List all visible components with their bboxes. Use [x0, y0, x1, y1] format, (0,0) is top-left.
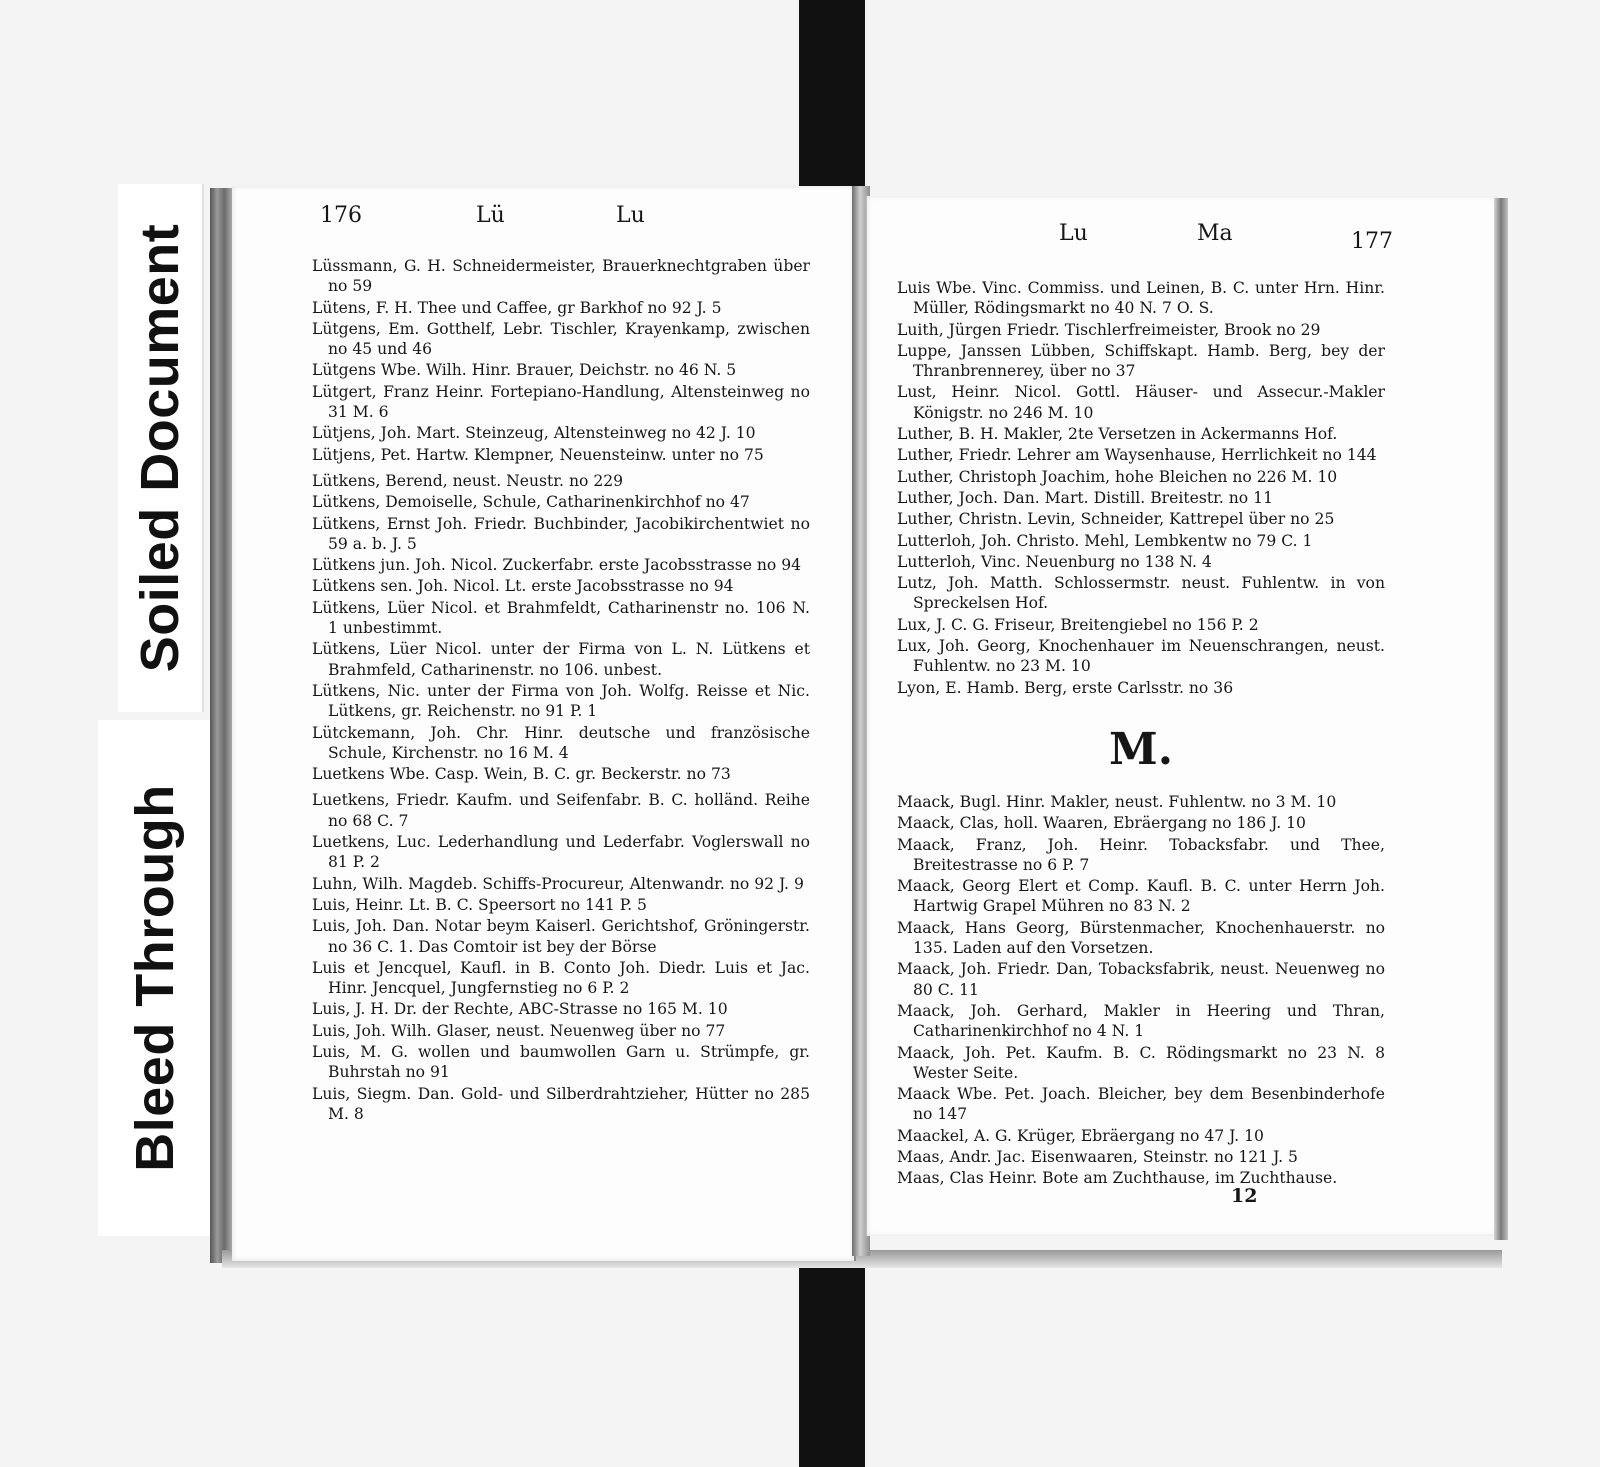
directory-entry: Maackel, A. G. Krüger, Ebräergang no 47 J. 10 — [897, 1126, 1264, 1145]
directory-entry: Lütkens sen. Joh. Nicol. Lt. erste Jacobsstrasse no 94 — [312, 577, 734, 596]
directory-entry: Maack, Bugl. Hinr. Makler, neust. Fuhlentw. no 3 M. 10 — [897, 792, 1337, 811]
directory-entry: Maack, Joh. Gerhard, Makler in Heering und Thran, Catharinenkirchhof no 4 N. 1 — [897, 1001, 1385, 1041]
right-entry-list — [897, 278, 1385, 1190]
directory-entry: Luis, M. G. wollen und baumwollen Garn u. Strümpfe, gr. Buhrstah no 91 — [312, 1042, 810, 1082]
directory-entry: Luis et Jencquel, Kaufl. in B. Conto Joh. Diedr. Luis et Jac. Hinr. Jencquel, Jungfernstieg no 6 P. 2 — [312, 958, 810, 998]
directory-entry: Maack, Hans Georg, Bürstenmacher, Knochenhauerstr. no 135. Laden auf den Vorsetzen. — [897, 918, 1385, 958]
directory-entry: Lütkens, Lüer Nicol. et Brahmfeldt, Catharinenstr no. 106 N. 1 unbestimmt. — [312, 598, 810, 638]
directory-entry: Lux, J. C. G. Friseur, Breitengiebel no 156 P. 2 — [897, 615, 1259, 634]
signature-mark: 12 — [1231, 1185, 1258, 1207]
directory-entry: Lütjens, Joh. Mart. Steinzeug, Altensteinweg no 42 J. 10 — [312, 424, 756, 443]
directory-entry: Maas, Clas Heinr. Bote am Zuchthause, im Zuchthause. — [897, 1169, 1338, 1188]
directory-entry: Luther, Christn. Levin, Schneider, Kattrepel über no 25 — [897, 510, 1335, 529]
directory-entry: Lütkens, Demoiselle, Schule, Catharinenkirchhof no 47 — [312, 493, 750, 512]
directory-entry: Luther, Friedr. Lehrer am Waysenhause, Herrlichkeit no 144 — [897, 446, 1377, 465]
directory-entry: Lutterloh, Vinc. Neuenburg no 138 N. 4 — [897, 552, 1212, 571]
directory-entry: Maack Wbe. Pet. Joach. Bleicher, bey dem Besenbinderhofe no 147 — [897, 1085, 1385, 1124]
right-page — [866, 196, 1497, 1236]
m-section — [897, 792, 1385, 1189]
directory-entry: Luetkens Wbe. Casp. Wein, B. C. gr. Beckerstr. no 73 — [312, 765, 731, 784]
directory-entry: Luetkens, Friedr. Kaufm. und Seifenfabr. B. C. holländ. Reihe no 68 C. 7 — [312, 791, 810, 830]
directory-entry: Lutz, Joh. Matth. Schlossermstr. neust. Fuhlentw. in von Spreckelsen Hof. — [897, 574, 1385, 613]
directory-entry: Maack, Clas, holl. Waaren, Ebräergang no 186 J. 10 — [897, 814, 1306, 833]
directory-entry: Lust, Heinr. Nicol. Gottl. Häuser- und Assecur.-Makler Königstr. no 246 M. 10 — [897, 383, 1385, 422]
directory-entry: Luith, Jürgen Friedr. Tischlerfreimeister, Brook no 29 — [897, 320, 1321, 339]
directory-entry: Lütens, F. H. Thee und Caffee, gr Barkhof no 92 J. 5 — [312, 298, 722, 317]
directory-entry: Lux, Joh. Georg, Knochenhauer im Neuenschrangen, neust. Fuhlentw. no 23 M. 10 — [897, 637, 1385, 676]
directory-entry: Lütgens, Em. Gotthelf, Lebr. Tischler, Krayenkamp, zwischen no 45 und 46 — [312, 319, 810, 359]
directory-entry: Lütkens, Berend, neust. Neustr. no 229 — [312, 471, 624, 490]
directory-entry: Lütkens, Nic. unter der Firma von Joh. Wolfg. Reisse et Nic. Lütkens, gr. Reichenstr. no 91 P. 1 — [312, 681, 810, 721]
directory-entry: Luther, B. H. Makler, 2te Versetzen in Ackermanns Hof. — [897, 425, 1338, 444]
directory-entry: Luis, Heinr. Lt. B. C. Speersort no 141 P. 5 — [312, 895, 647, 914]
directory-entry: Luther, Christoph Joachim, hohe Bleichen no 226 M. 10 — [897, 467, 1338, 486]
directory-entry: Luetkens, Luc. Lederhandlung und Lederfabr. Voglerswall no 81 P. 2 — [312, 833, 810, 872]
binding-strap-bottom — [799, 1262, 865, 1467]
left-entry-list — [312, 256, 810, 1125]
directory-entry: Luhn, Wilh. Magdeb. Schiffs-Procureur, Altenwandr. no 92 J. 9 — [312, 874, 804, 893]
right-header-last: Ma — [1197, 221, 1233, 246]
soiled-document-text: Soiled Document — [130, 223, 190, 673]
directory-entry: Maack, Georg Elert et Comp. Kaufl. B. C. unter Herrn Joh. Hartwig Grapel Mühren no 83 N. 2 — [897, 877, 1385, 916]
directory-entry: Lyon, E. Hamb. Berg, erste Carlsstr. no 36 — [897, 678, 1234, 697]
directory-entry: Maack, Franz, Joh. Heinr. Tobacksfabr. und Thee, Breitestrasse no 6 P. 7 — [897, 835, 1385, 874]
left-header-last: Lu — [616, 203, 645, 228]
left-page — [232, 186, 856, 1261]
lu-section — [897, 278, 1385, 698]
directory-entry: Luther, Joch. Dan. Mart. Distill. Breitestr. no 11 — [897, 488, 1273, 507]
book-left-edge — [210, 188, 234, 1263]
directory-entry: Luis, Joh. Wilh. Glaser, neust. Neuenweg über no 77 — [312, 1021, 726, 1040]
directory-entry: Lutterloh, Joh. Christo. Mehl, Lembkentw no 79 C. 1 — [897, 531, 1313, 550]
directory-entry: Luis, Joh. Dan. Notar beym Kaiserl. Gerichtshof, Gröningerstr. no 36 C. 1. Das Comtoir ist bey der Börse — [312, 917, 810, 956]
bleed-through-label — [98, 720, 214, 1236]
directory-entry: Luis, Siegm. Dan. Gold- und Silberdrahtzieher, Hütter no 285 M. 8 — [312, 1084, 810, 1123]
left-header-first: Lü — [476, 203, 505, 228]
directory-entry: Maack, Joh. Friedr. Dan, Tobacksfabrik, neust. Neuenweg no 80 C. 11 — [897, 960, 1385, 999]
directory-entry: Luis, J. H. Dr. der Rechte, ABC-Strasse no 165 M. 10 — [312, 1000, 728, 1019]
right-page-number: 177 — [1351, 229, 1393, 254]
right-header-first: Lu — [1059, 221, 1088, 246]
bleed-through-text: Bleed Through — [125, 784, 185, 1172]
book-right-edge — [1494, 198, 1508, 1240]
directory-entry: Luis Wbe. Vinc. Commiss. und Leinen, B. C. unter Hrn. Hinr. Müller, Rödingsmarkt no 40 N. 7 O. S. — [897, 279, 1385, 318]
directory-entry: Lütgert, Franz Heinr. Fortepiano-Handlung, Altensteinweg no 31 M. 6 — [312, 382, 810, 422]
directory-entry: Lüssmann, G. H. Schneidermeister, Brauerknechtgraben über no 59 — [312, 257, 810, 296]
directory-entry: Lütgens Wbe. Wilh. Hinr. Brauer, Deichstr. no 46 N. 5 — [312, 361, 737, 380]
directory-entry: Lütjens, Pet. Hartw. Klempner, Neuensteinw. unter no 75 — [312, 445, 764, 464]
directory-entry: Lütckemann, Joh. Chr. Hinr. deutsche und französische Schule, Kirchenstr. no 16 M. 4 — [312, 723, 810, 762]
directory-entry: Lütkens, Ernst Joh. Friedr. Buchbinder, Jacobikirchentwiet no 59 a. b. J. 5 — [312, 514, 810, 553]
directory-entry: Maas, Andr. Jac. Eisenwaaren, Steinstr. no 121 J. 5 — [897, 1147, 1298, 1166]
directory-entry: Lütkens jun. Joh. Nicol. Zuckerfabr. erste Jacobsstrasse no 94 — [312, 556, 802, 575]
directory-entry: Lütkens, Lüer Nicol. unter der Firma von L. N. Lütkens et Brahmfeld, Catharinenstr. no 106. unbest. — [312, 640, 810, 679]
left-page-number: 176 — [320, 203, 362, 228]
binding-strap-top — [799, 0, 865, 200]
section-letter-m: M. — [1108, 723, 1174, 775]
directory-entry: Maack, Joh. Pet. Kaufm. B. C. Rödingsmarkt no 23 N. 8 Wester Seite. — [897, 1043, 1385, 1082]
directory-entry: Luppe, Janssen Lübben, Schiffskapt. Hamb. Berg, bey der Thranbrennerey, über no 37 — [897, 341, 1385, 381]
soiled-document-label — [118, 184, 204, 712]
